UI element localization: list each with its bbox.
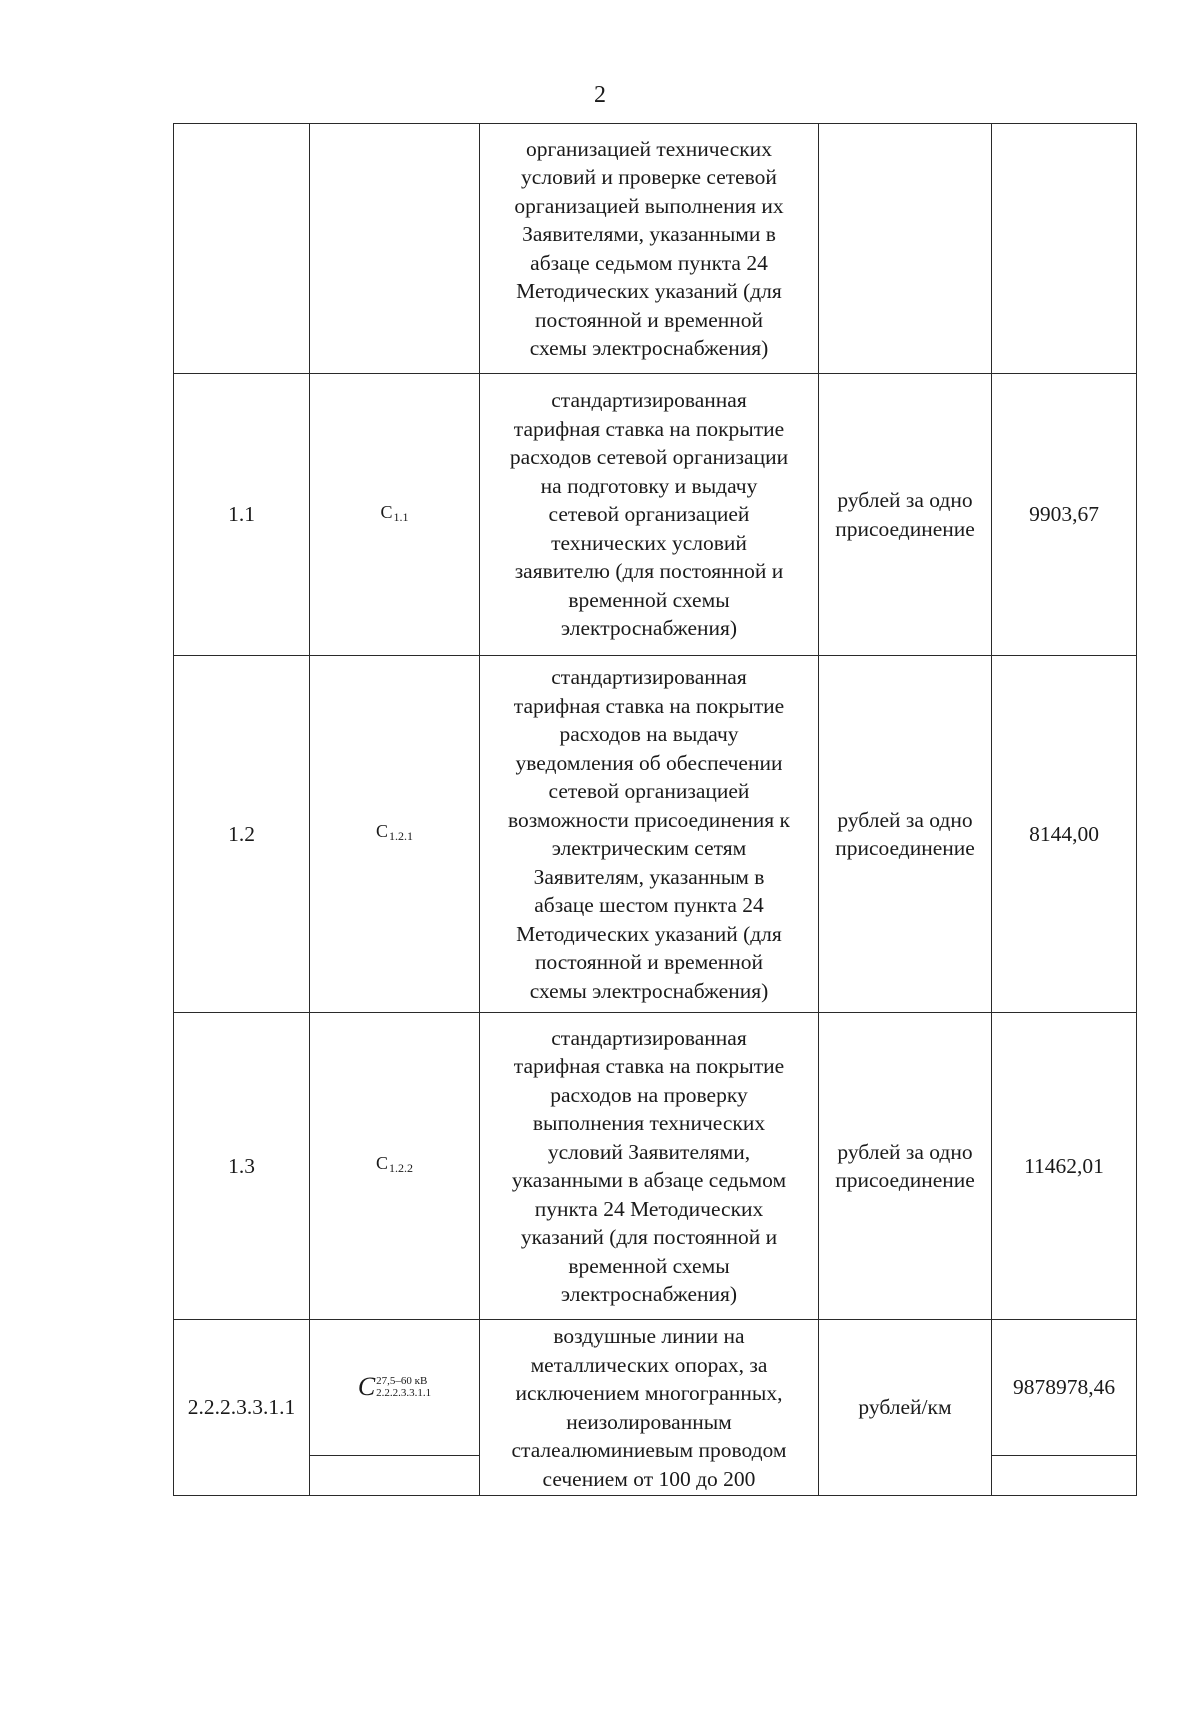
description-line: схемы электроснабжения) xyxy=(529,978,769,1003)
unit-line: присоединение xyxy=(835,1168,975,1192)
description-cell xyxy=(480,124,819,374)
rate-code-cell xyxy=(310,124,480,374)
description-cell xyxy=(480,1013,819,1320)
description-line: расходов сетевой организации xyxy=(509,445,789,470)
description-cell xyxy=(480,374,819,656)
description-line: технических условий xyxy=(551,530,747,555)
row-number-cell xyxy=(174,124,310,374)
row-number-cell: 2.2.2.3.3.1.1 xyxy=(174,1320,310,1496)
description-line: возможности присоединения к xyxy=(507,807,791,832)
rate-code-base: C xyxy=(357,1371,376,1401)
unit-cell xyxy=(819,656,992,1013)
value-cell: 8144,00 xyxy=(992,656,1137,1013)
unit-cell xyxy=(819,1013,992,1320)
table-row xyxy=(174,656,1137,1013)
row-number-cell: 1.1 xyxy=(174,374,310,656)
unit-line: рублей/км xyxy=(858,1395,952,1420)
description-line: тарифная ставка на покрытие xyxy=(513,693,785,718)
unit-line: рублей за одно xyxy=(837,488,973,512)
description-line: Заявителям, указанным в xyxy=(533,864,765,889)
description-line: условий и проверке сетевой xyxy=(521,165,777,189)
row-number-cell: 1.3 xyxy=(174,1013,310,1320)
description-line: уведомления об обеспечении xyxy=(515,750,783,775)
rate-code-cell-empty xyxy=(310,1456,480,1496)
description-line: схемы электроснабжения) xyxy=(529,336,769,360)
rate-code-subscript: 1.1 xyxy=(393,509,409,524)
description-line: стандартизированная xyxy=(551,388,747,413)
description-line: временной схемы xyxy=(568,1253,730,1278)
description-line: стандартизированная xyxy=(551,1025,747,1050)
description-line: электрическим сетям xyxy=(551,836,747,860)
rate-code-indices xyxy=(376,1375,431,1399)
rate-code-cell xyxy=(310,1013,480,1320)
description-line: временной схемы xyxy=(568,587,730,612)
description-line: сетевой организацией xyxy=(548,502,750,527)
rate-code-subscript: 1.2.1 xyxy=(389,829,413,844)
unit-cell xyxy=(819,374,992,656)
rate-code-subscript: 2.2.2.3.3.1.1 xyxy=(376,1387,432,1399)
description-line: тарифная ставка на покрытие xyxy=(513,416,785,441)
description-line: тарифная ставка на покрытие xyxy=(513,1054,785,1078)
rate-code-base: C xyxy=(380,501,393,522)
rate-code-subscript: 1.2.2 xyxy=(389,1161,413,1176)
unit-line: присоединение xyxy=(835,836,975,860)
description-line: Методических указаний (для xyxy=(516,921,782,946)
description-cell xyxy=(480,1320,819,1496)
description-line: указанными в абзаце седьмом xyxy=(511,1168,787,1192)
description-line: выполнения технических xyxy=(532,1111,766,1135)
table-row xyxy=(174,124,1137,374)
table-row xyxy=(174,1320,1137,1456)
description-line: заявителю (для постоянной и xyxy=(514,559,784,584)
rate-code-base: C xyxy=(375,1153,388,1174)
description-cell xyxy=(480,656,819,1013)
description-line: постоянной и временной xyxy=(534,950,764,974)
value-cell: 11462,01 xyxy=(992,1013,1137,1320)
description-line: указаний (для постоянной и xyxy=(520,1225,778,1249)
description-line: электроснабжения) xyxy=(560,1282,738,1306)
description-line: металлических опорах, за xyxy=(530,1352,768,1377)
table-row xyxy=(174,1013,1137,1320)
unit-cell xyxy=(819,1320,992,1496)
description-line: абзаце шестом пункта 24 xyxy=(534,893,764,917)
description-line: организацией выполнения их xyxy=(514,193,784,218)
description-line: воздушные линии на xyxy=(553,1324,745,1348)
value-cell xyxy=(992,124,1137,374)
description-line: электроснабжения) xyxy=(560,616,738,641)
description-line: организацией технических xyxy=(526,136,772,161)
description-line: пункта 24 Методических xyxy=(534,1196,764,1221)
description-line: условий Заявителями, xyxy=(547,1139,751,1164)
page-number: 2 xyxy=(594,82,606,108)
description-line: постоянной и временной xyxy=(534,307,764,332)
rate-code-base: C xyxy=(375,821,388,842)
unit-line: рублей за одно xyxy=(837,807,973,832)
description-line: расходов на проверку xyxy=(550,1082,748,1107)
description-line: сталеалюминиевым проводом xyxy=(511,1438,787,1462)
tariff-table xyxy=(173,123,1137,1496)
rate-code-cell xyxy=(310,374,480,656)
rate-code-formula xyxy=(358,1373,431,1402)
description-line: сечением от 100 до 200 xyxy=(542,1466,756,1491)
unit-line: рублей за одно xyxy=(837,1139,973,1164)
rate-code-cell xyxy=(310,656,480,1013)
value-cell: 9878978,46 xyxy=(992,1320,1137,1456)
unit-line: присоединение xyxy=(835,516,975,541)
unit-cell xyxy=(819,124,992,374)
description-line: сетевой организацией xyxy=(548,779,750,803)
table-row xyxy=(174,374,1137,656)
value-cell: 9903,67 xyxy=(992,374,1137,656)
value-cell-empty xyxy=(992,1456,1137,1496)
row-number-cell: 1.2 xyxy=(174,656,310,1013)
description-line: Методических указаний (для xyxy=(516,279,782,303)
description-line: неизолированным xyxy=(566,1409,732,1434)
description-line: Заявителями, указанными в xyxy=(522,222,776,246)
description-line: исключением многогранных, xyxy=(515,1381,783,1405)
description-line: на подготовку и выдачу xyxy=(540,473,758,498)
description-line: стандартизированная xyxy=(551,665,747,689)
description-line: расходов на выдачу xyxy=(559,722,739,746)
description-line: абзаце седьмом пункта 24 xyxy=(530,250,768,275)
rate-code-cell xyxy=(310,1320,480,1456)
rate-code-superscript: 27,5–60 кВ xyxy=(376,1375,428,1387)
